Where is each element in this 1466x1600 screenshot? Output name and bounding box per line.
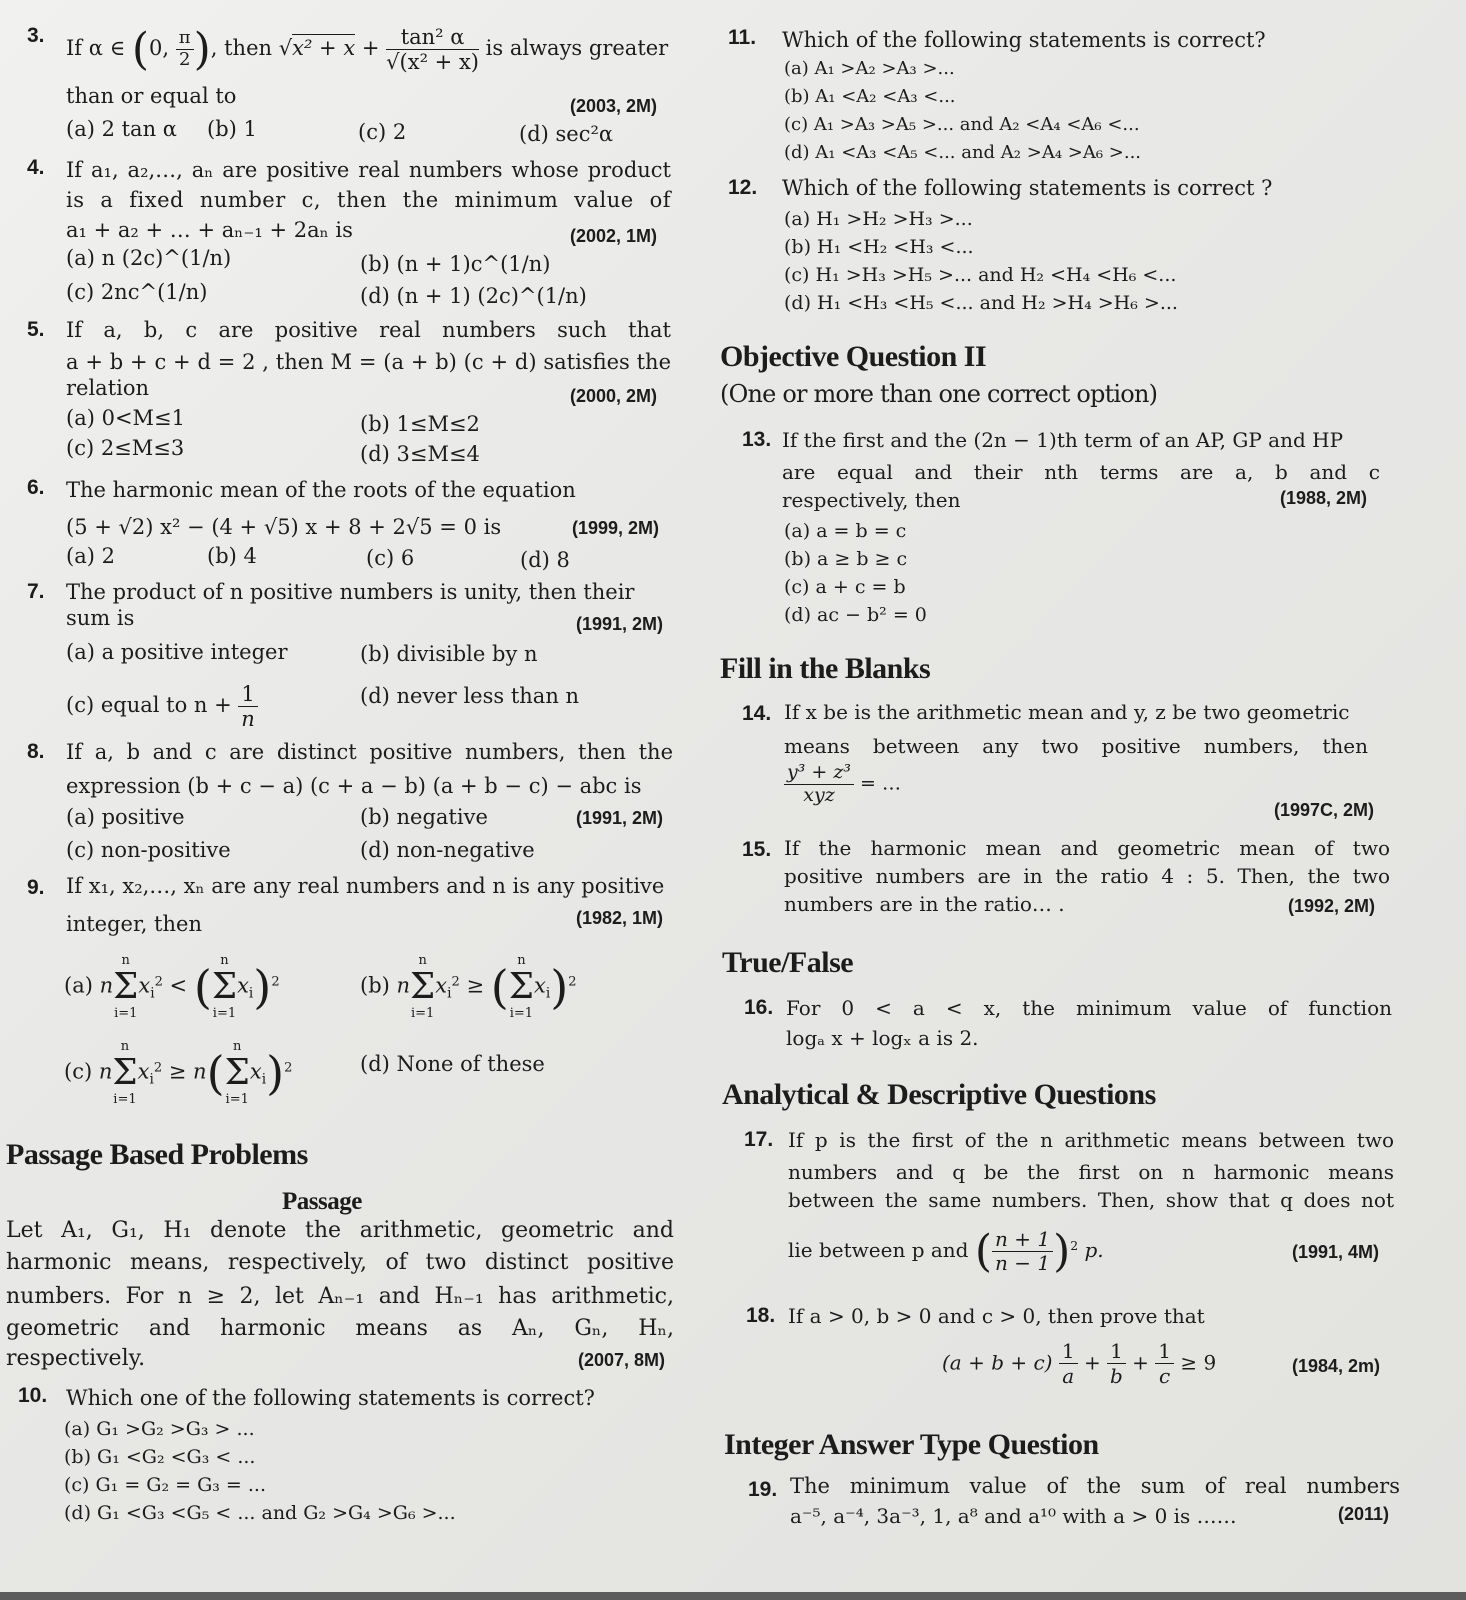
section-heading: Fill in the Blanks [720, 652, 931, 685]
exam-year-tag: (1992, 2M) [1288, 896, 1376, 916]
question-number: 4. [27, 156, 45, 179]
section-heading: Objective Question II [720, 340, 987, 373]
question-number: 10. [18, 1384, 48, 1407]
option-a: (a) A₁ >A₂ >A₃ >... [784, 58, 955, 79]
question-text-line: relation [66, 376, 150, 400]
question-text: If α ∈ (0, $\frac{\pi}{2}$ ), then √x² + x + $\frac{\text{tan² α}}{\text{√(x² + x)}}$ is always greater [66, 24, 669, 75]
question-text-line: If x₁, x₂,…, xₙ are any real numbers and n is any positive [66, 874, 665, 898]
question-text-line: The harmonic mean of the roots of the equation [66, 478, 576, 502]
question-text-line: Which of the following statements is correct ? [782, 176, 1273, 200]
question-text-line: numbers are in the ratio… . [784, 892, 1065, 916]
option-c: (c) G₁ = G₂ = G₃ = ... [64, 1474, 267, 1496]
question-text-line: If a > 0, b > 0 and c > 0, then prove that [788, 1304, 1205, 1328]
exam-year-tag: (1984, 2m) [1292, 1356, 1381, 1376]
question-text-line: The product of n positive numbers is unity, then their [66, 580, 635, 604]
option-c: (c) 6 [366, 546, 415, 570]
exam-year-tag: (1982, 1M) [576, 908, 664, 928]
exam-year-tag: (2003, 2M) [570, 96, 658, 116]
question-text-line: If the harmonic mean and geometric mean of two [784, 836, 1390, 860]
option-d: (d) 8 [520, 548, 570, 572]
question-number: 19. [748, 1478, 778, 1501]
question-number: 15. [742, 838, 772, 861]
option-a: (a) H₁ >H₂ >H₃ >... [784, 208, 973, 230]
question-text-line: If a, b and c are distinct positive numbers, then the [66, 740, 673, 764]
option-c: (c) A₁ >A₃ >A₅ >... and A₂ <A₄ <A₆ <... [784, 114, 1140, 135]
option-d: (d) never less than n [360, 684, 580, 708]
question-number: 13. [742, 428, 772, 451]
question-number: 18. [746, 1304, 776, 1327]
exam-year-tag: (2002, 1M) [570, 226, 658, 246]
question-text-line: numbers and q be the first on n harmonic means [788, 1160, 1394, 1184]
question-number: 8. [27, 740, 45, 763]
passage-line: respectively. [6, 1346, 146, 1371]
question-text-line: If a₁, a₂,…, aₙ are positive real numbers whose product [66, 158, 671, 182]
inequality-expression: (a + b + c) $\frac{1}{a}$ + $\frac{1}{b}$ + $\frac{1}{c} \ge 9$ [942, 1339, 1217, 1388]
option-b: (b) 1 [207, 117, 257, 141]
fill-blank-expression: $\frac{\text{y³ + z³}}{\text{xyz}}$ = … [784, 762, 901, 807]
exam-year-tag: (1991, 2M) [576, 614, 664, 634]
option-a: (a) positive [66, 805, 185, 829]
question-text-line: If a, b, c are positive real numbers such that [66, 318, 671, 342]
exam-year-tag: (2007, 8M) [578, 1350, 666, 1370]
question-text-line: than or equal to [66, 84, 237, 108]
option-c: (c) n n Σ i=1 $x_i^2 \ge n$( n Σ i=1 $x_i)^2$ [64, 1039, 293, 1108]
section-heading: True/False [722, 946, 854, 979]
page-bottom-edge [0, 1592, 1466, 1600]
option-a: (a) 2 tan α [66, 117, 177, 141]
question-text-line: positive numbers are in the ratio 4 : 5. Then, the two [784, 864, 1390, 888]
option-a: (a) a = b = c [784, 520, 907, 542]
question-number: 9. [27, 876, 45, 899]
option-a: (a) a positive integer [66, 640, 288, 664]
option-d: (d) (n + 1) (2c)^(1/n) [360, 284, 587, 308]
exam-year-tag: (1988, 2M) [1280, 488, 1368, 508]
option-b: (b) 1≤M≤2 [360, 412, 480, 436]
question-text-line: If x be is the arithmetic mean and y, z be two geometric [784, 700, 1350, 724]
option-b: (b) (n + 1)c^(1/n) [360, 252, 551, 276]
question-number: 7. [27, 580, 45, 603]
passage-line: geometric and harmonic means as Aₙ, Gₙ, Hₙ, [6, 1316, 674, 1341]
option-c: (c) non-positive [66, 838, 231, 862]
option-b: (b) H₁ <H₂ <H₃ <... [784, 236, 974, 258]
option-d: (d) non-negative [360, 838, 535, 862]
option-d: (d) ac − b² = 0 [784, 604, 927, 626]
option-c: (c) a + c = b [784, 576, 906, 598]
question-text-line: sum is [66, 606, 135, 630]
question-text-line: a₁ + a₂ + … + aₙ₋₁ + 2aₙ is [66, 218, 353, 242]
question-text-line: If p is the first of the n arithmetic means between two [788, 1128, 1394, 1152]
section-heading: Integer Answer Type Question [724, 1428, 1099, 1461]
exam-year-tag: (1997C, 2M) [1274, 800, 1375, 820]
question-text-line: respectively, then [782, 488, 961, 512]
option-d: (d) H₁ <H₃ <H₅ <... and H₂ >H₄ >H₆ >... [784, 292, 1178, 314]
question-number: 16. [744, 996, 774, 1019]
question-number: 17. [744, 1128, 774, 1151]
option-c: (c) 2 [358, 120, 407, 144]
option-c: (c) equal to n + $\frac{1}{n}$ [66, 682, 258, 731]
option-a: (a) 0<M≤1 [66, 406, 185, 430]
passage-line: Let A₁, G₁, H₁ denote the arithmetic, geometric and [6, 1218, 674, 1243]
option-c: (c) 2nc^(1/n) [66, 280, 208, 304]
question-number: 6. [27, 476, 45, 499]
passage-line: numbers. For n ≥ 2, let Aₙ₋₁ and Hₙ₋₁ has arithmetic, [6, 1284, 674, 1309]
option-c: (c) 2≤M≤3 [66, 436, 185, 460]
question-text-line: integer, then [66, 912, 202, 936]
question-text-line: For 0 < a < x, the minimum value of function [786, 996, 1392, 1020]
exam-year-tag: (1999, 2M) [572, 518, 660, 538]
option-b: (b) divisible by n [360, 642, 538, 666]
exam-year-tag: (1991, 2M) [576, 808, 664, 828]
option-d: (d) None of these [360, 1052, 545, 1076]
section-heading: Analytical & Descriptive Questions [722, 1078, 1156, 1111]
question-text-line: If the first and the (2n − 1)th term of an AP, GP and HP [782, 428, 1344, 452]
question-text-line: logₐ x + logₓ a is 2. [786, 1026, 979, 1050]
exam-year-tag: (2000, 2M) [570, 386, 658, 406]
question-text-line: Which one of the following statements is correct? [66, 1386, 595, 1410]
option-d: (d) 3≤M≤4 [360, 442, 480, 466]
question-text-line: means between any two positive numbers, then [784, 734, 1368, 758]
option-b: (b) 4 [207, 544, 257, 568]
option-a: (a) 2 [66, 544, 115, 568]
option-b: (b) negative [360, 805, 488, 829]
question-number: 14. [742, 702, 772, 725]
question-number: 11. [728, 26, 757, 49]
option-d: (d) G₁ <G₃ <G₅ < ... and G₂ >G₄ >G₆ >... [64, 1502, 456, 1524]
section-subheading: (One or more than one correct option) [720, 380, 1158, 408]
option-c: (c) H₁ >H₃ >H₅ >... and H₂ <H₄ <H₆ <... [784, 264, 1177, 286]
passage-subheading: Passage [282, 1188, 362, 1215]
option-a: (a) n (2c)^(1/n) [66, 246, 232, 270]
question-text-line: (5 + √2) x² − (4 + √5) x + 8 + 2√5 = 0 is [66, 515, 502, 539]
question-text-line: a⁻⁵, a⁻⁴, 3a⁻³, 1, a⁸ and a¹⁰ with a > 0 is …… [790, 1504, 1237, 1528]
passage-line: harmonic means, respectively, of two distinct positive [6, 1250, 674, 1275]
option-d: (d) A₁ <A₃ <A₅ <... and A₂ >A₄ >A₆ >... [784, 142, 1142, 163]
question-number: 5. [27, 318, 45, 341]
exam-year-tag: (1991, 4M) [1292, 1242, 1380, 1262]
question-text-line: is a fixed number c, then the minimum value of [66, 188, 671, 212]
question-text-line: are equal and their nth terms are a, b and c [782, 460, 1380, 484]
option-b: (b) n n Σ i=1 $x_i^2$ ≥ ( n Σ i=1 $x_i)^2$ [360, 953, 577, 1022]
question-number: 12. [728, 176, 758, 199]
question-text-line: The minimum value of the sum of real numbers [790, 1474, 1400, 1498]
question-text-line: between the same numbers. Then, show that q does not [788, 1188, 1394, 1212]
question-text-line: a + b + c + d = 2 , then M = (a + b) (c + d) satisfies the [66, 350, 671, 374]
question-text-line: lie between p and ( $\frac{n + 1}{n - 1}$ )$^2$ p. [788, 1226, 1104, 1277]
question-text-line: Which of the following statements is correct? [782, 28, 1266, 52]
question-text-line: expression (b + c − a) (c + a − b) (a + b − c) − abc is [66, 774, 642, 798]
option-b: (b) a ≥ b ≥ c [784, 548, 908, 570]
option-b: (b) G₁ <G₂ <G₃ < ... [64, 1446, 256, 1468]
option-a: (a) G₁ >G₂ >G₃ > ... [64, 1418, 255, 1440]
option-d: (d) sec²α [519, 122, 614, 146]
option-b: (b) A₁ <A₂ <A₃ <... [784, 86, 956, 107]
option-a: (a) n n Σ i=1 $x_i^2$ < ( n Σ i=1 $x_i)^2$ [64, 953, 280, 1022]
section-heading: Passage Based Problems [6, 1138, 308, 1171]
question-number: 3. [27, 24, 45, 47]
exam-year-tag: (2011) [1338, 1504, 1390, 1524]
